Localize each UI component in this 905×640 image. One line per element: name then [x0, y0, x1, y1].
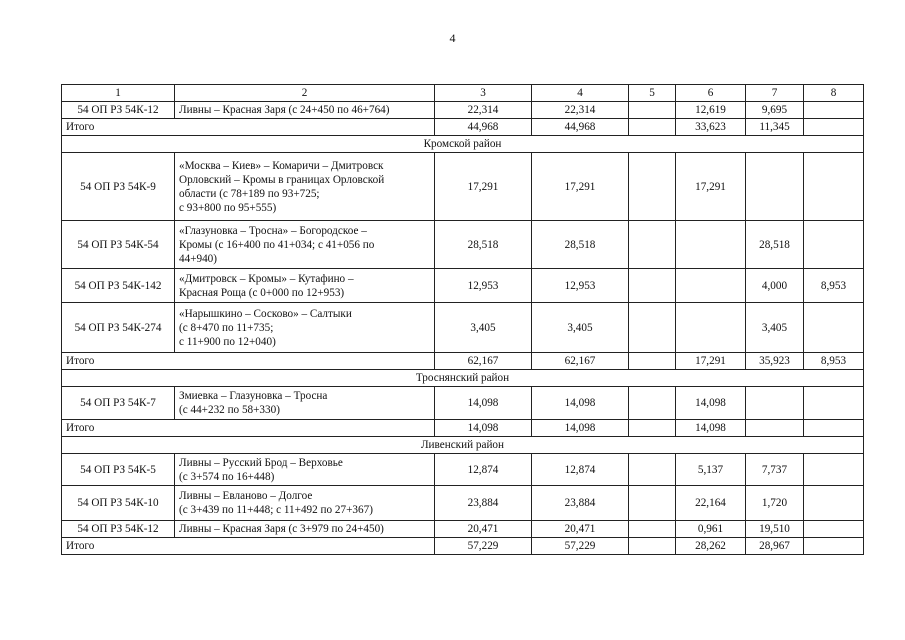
road-name-line: Орловский – Кромы в границах Орловской: [179, 173, 385, 186]
road-row: [62, 454, 864, 486]
value-cell-c3: 44,968: [435, 119, 532, 136]
road-row: [62, 387, 864, 420]
value-cell-c8: [804, 119, 864, 136]
district-row: [62, 437, 864, 454]
value-cell-c5: [629, 387, 676, 420]
value-cell-c8: [804, 420, 864, 437]
value-cell-c6: 22,164: [676, 486, 746, 521]
value-cell-c6: 12,619: [676, 102, 746, 119]
value-cell-c4: 62,167: [532, 353, 629, 370]
road-name-line: «Дмитровск – Кромы» – Кутафино –: [179, 272, 354, 285]
road-row: [62, 102, 864, 119]
road-name-line: Ливны – Евланово – Долгое: [179, 490, 313, 502]
total-row: [62, 420, 864, 437]
road-name-line: области (с 78+189 по 93+725;: [179, 187, 320, 200]
value-cell-c4: 17,291: [532, 153, 629, 221]
road-code: 54 ОП РЗ 54К-274: [62, 303, 175, 353]
road-name-line: «Нарышкино – Сосково» – Салтыки: [179, 307, 352, 320]
value-cell-c4: 3,405: [532, 303, 629, 353]
road-name: [175, 221, 435, 269]
value-cell-c5: [629, 303, 676, 353]
road-code: 54 ОП РЗ 54К-54: [62, 221, 175, 269]
road-name-line: Ливны – Русский Брод – Верховье: [179, 456, 343, 469]
value-cell-c8: [804, 521, 864, 538]
total-label: Итого: [62, 538, 435, 555]
value-cell-c7: 35,923: [746, 353, 804, 370]
total-row: [62, 353, 864, 370]
district-name: Кромской район: [62, 136, 864, 153]
column-number: 6: [676, 85, 746, 102]
value-cell-c8: [804, 486, 864, 521]
district-row: [62, 136, 864, 153]
road-name-line: Ливны – Красная Заря (с 24+450 по 46+764): [179, 104, 390, 116]
value-cell-c3: 12,874: [435, 454, 532, 486]
road-code: 54 ОП РЗ 54К-12: [62, 521, 175, 538]
column-number: 1: [62, 85, 175, 102]
value-cell-c5: [629, 486, 676, 521]
value-cell-c8: 8,953: [804, 269, 864, 303]
value-cell-c3: 17,291: [435, 153, 532, 221]
road-name: [175, 303, 435, 353]
column-number: 4: [532, 85, 629, 102]
road-code: 54 ОП РЗ 54К-10: [62, 486, 175, 521]
road-name-line: (с 3+574 по 16+448): [179, 470, 275, 483]
road-name-line: Змиевка – Глазуновка – Тросна: [179, 390, 328, 402]
value-cell-c7: 9,695: [746, 102, 804, 119]
road-row: [62, 269, 864, 303]
value-cell-c7: 28,518: [746, 221, 804, 269]
value-cell-c7: [746, 387, 804, 420]
road-row: [62, 486, 864, 521]
road-register-table: [61, 84, 864, 555]
road-code: 54 ОП РЗ 54К-9: [62, 153, 175, 221]
road-row: [62, 221, 864, 269]
road-row: [62, 153, 864, 221]
value-cell-c6: 5,137: [676, 454, 746, 486]
value-cell-c5: [629, 119, 676, 136]
value-cell-c7: 3,405: [746, 303, 804, 353]
road-name-line: «Москва – Киев» – Комаричи – Дмитровск: [179, 159, 384, 172]
road-name-line: Ливны – Красная Заря (с 3+979 по 24+450): [179, 523, 384, 535]
road-name-line: с 93+800 по 95+555): [179, 201, 277, 214]
value-cell-c4: 57,229: [532, 538, 629, 555]
value-cell-c6: 14,098: [676, 387, 746, 420]
value-cell-c4: 44,968: [532, 119, 629, 136]
value-cell-c8: [804, 303, 864, 353]
value-cell-c5: [629, 269, 676, 303]
value-cell-c8: [804, 454, 864, 486]
value-cell-c7: 4,000: [746, 269, 804, 303]
value-cell-c4: 22,314: [532, 102, 629, 119]
value-cell-c6: 17,291: [676, 153, 746, 221]
value-cell-c3: 28,518: [435, 221, 532, 269]
road-code: 54 ОП РЗ 54К-7: [62, 387, 175, 420]
table-body: [62, 85, 864, 555]
road-name-line: (с 3+439 по 11+448; с 11+492 по 27+367): [179, 504, 373, 516]
value-cell-c8: [804, 153, 864, 221]
road-name: [175, 521, 435, 538]
road-row: [62, 521, 864, 538]
value-cell-c6: 14,098: [676, 420, 746, 437]
road-name: [175, 102, 435, 119]
road-code: 54 ОП РЗ 54К-12: [62, 102, 175, 119]
value-cell-c7: 28,967: [746, 538, 804, 555]
value-cell-c3: 12,953: [435, 269, 532, 303]
value-cell-c4: 12,953: [532, 269, 629, 303]
value-cell-c6: [676, 269, 746, 303]
value-cell-c4: 14,098: [532, 420, 629, 437]
column-number: 8: [804, 85, 864, 102]
value-cell-c6: 0,961: [676, 521, 746, 538]
value-cell-c5: [629, 420, 676, 437]
value-cell-c7: 19,510: [746, 521, 804, 538]
road-code: 54 ОП РЗ 54К-5: [62, 454, 175, 486]
road-name-line: Кромы (с 16+400 по 41+034; с 41+056 по: [179, 238, 375, 251]
value-cell-c5: [629, 221, 676, 269]
total-label: Итого: [62, 119, 435, 136]
value-cell-c7: [746, 420, 804, 437]
value-cell-c8: 8,953: [804, 353, 864, 370]
value-cell-c3: 14,098: [435, 420, 532, 437]
road-name-line: 44+940): [179, 252, 218, 265]
value-cell-c6: [676, 303, 746, 353]
value-cell-c5: [629, 521, 676, 538]
road-name-line: (с 44+232 по 58+330): [179, 404, 280, 416]
column-number: 5: [629, 85, 676, 102]
value-cell-c6: 33,623: [676, 119, 746, 136]
road-code: 54 ОП РЗ 54К-142: [62, 269, 175, 303]
value-cell-c7: 11,345: [746, 119, 804, 136]
total-row: [62, 119, 864, 136]
road-name: [175, 269, 435, 303]
road-name-line: (с 8+470 по 11+735;: [179, 321, 274, 334]
header-row: [62, 85, 864, 102]
page-number: 4: [449, 31, 456, 45]
value-cell-c5: [629, 102, 676, 119]
total-label: Итого: [62, 420, 435, 437]
value-cell-c5: [629, 454, 676, 486]
road-name-line: «Глазуновка – Тросна» – Богородское –: [179, 224, 367, 237]
value-cell-c6: 28,262: [676, 538, 746, 555]
value-cell-c3: 62,167: [435, 353, 532, 370]
value-cell-c3: 57,229: [435, 538, 532, 555]
value-cell-c8: [804, 102, 864, 119]
value-cell-c3: 20,471: [435, 521, 532, 538]
value-cell-c5: [629, 153, 676, 221]
value-cell-c3: 14,098: [435, 387, 532, 420]
column-number: 7: [746, 85, 804, 102]
total-label: Итого: [62, 353, 435, 370]
value-cell-c8: [804, 538, 864, 555]
value-cell-c7: [746, 153, 804, 221]
road-row: [62, 303, 864, 353]
value-cell-c4: 12,874: [532, 454, 629, 486]
district-name: Ливенский район: [62, 437, 864, 454]
value-cell-c5: [629, 353, 676, 370]
value-cell-c3: 22,314: [435, 102, 532, 119]
value-cell-c6: [676, 221, 746, 269]
value-cell-c3: 23,884: [435, 486, 532, 521]
value-cell-c8: [804, 387, 864, 420]
district-name: Троснянский район: [62, 370, 864, 387]
value-cell-c6: 17,291: [676, 353, 746, 370]
road-name: [175, 387, 435, 420]
value-cell-c4: 20,471: [532, 521, 629, 538]
value-cell-c8: [804, 221, 864, 269]
value-cell-c7: 1,720: [746, 486, 804, 521]
road-name: [175, 454, 435, 486]
value-cell-c3: 3,405: [435, 303, 532, 353]
road-name: [175, 486, 435, 521]
value-cell-c7: 7,737: [746, 454, 804, 486]
column-number: 2: [175, 85, 435, 102]
value-cell-c4: 14,098: [532, 387, 629, 420]
value-cell-c5: [629, 538, 676, 555]
road-name: [175, 153, 435, 221]
road-name-line: Красная Роща (с 0+000 по 12+953): [179, 286, 345, 299]
road-name-line: с 11+900 по 12+040): [179, 335, 276, 348]
district-row: [62, 370, 864, 387]
column-number: 3: [435, 85, 532, 102]
value-cell-c4: 23,884: [532, 486, 629, 521]
total-row: [62, 538, 864, 555]
value-cell-c4: 28,518: [532, 221, 629, 269]
